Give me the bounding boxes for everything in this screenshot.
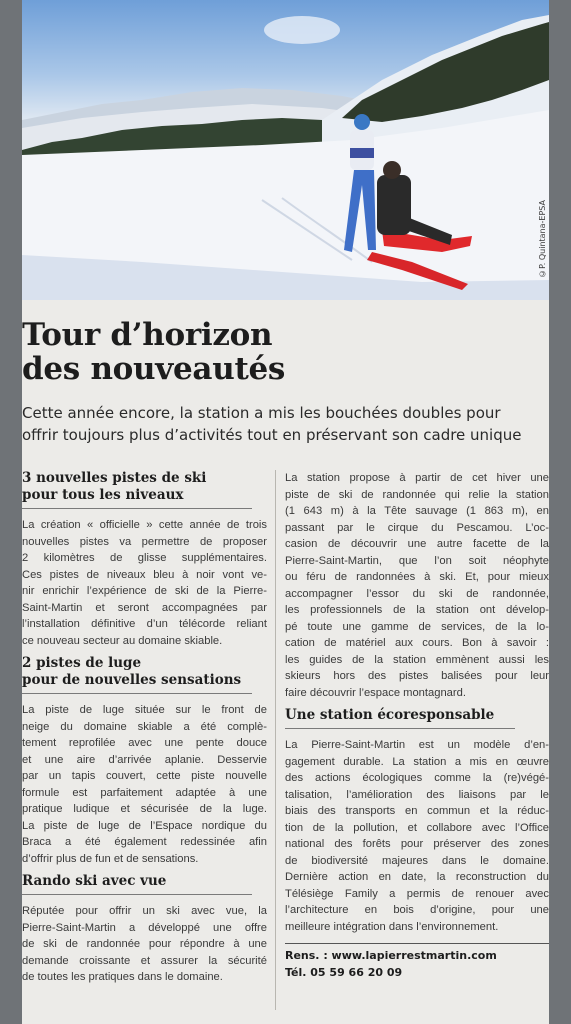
text-line: nouvelles pistes va permettre de proposer [22, 535, 267, 548]
text-line: par un tapis couvert, cette piste nouvelle [22, 770, 267, 782]
text-line: Télésiège Family a permis de renouer avec [285, 887, 549, 900]
rando-continued-paragraph [285, 470, 549, 701]
text-line: casion de découvrir une autre facette de la [285, 538, 549, 550]
text-line: formule est parfaitement adaptée à une [22, 786, 267, 799]
text-line: 2 kilomètres de glisse supplémentaires. [22, 552, 267, 564]
text-line: talisation, l’amélioration des liaisons par le [285, 788, 549, 801]
text-line: Pierre-Saint-Martin, que l’on soit néophyte [285, 554, 549, 567]
heading-line: pour de nouvelles sensations [22, 672, 242, 688]
section-rule [285, 728, 515, 729]
title-line: Tour d’horizon [22, 317, 273, 353]
text-line: de toutes les pratiques dans le domaine. [22, 971, 223, 983]
title-line: des nouveautés [22, 351, 286, 387]
text-line: La piste de luge située sur le front de [22, 704, 267, 716]
section-heading [22, 873, 267, 890]
text-line: et une aire d’arrivée aplanie. Desservie [22, 753, 267, 766]
text-line: biais des transports en commun et la réduc- [285, 805, 549, 817]
text-line: La Pierre-Saint-Martin est un modèle d’en- [285, 739, 549, 751]
text-line: tement reprofilée avec une pente douce [22, 737, 267, 749]
contact-website[interactable]: Rens. : www.lapierrestmartin.com [285, 949, 497, 962]
text-line: des actions écologiques comme la (re)végé- [285, 772, 549, 784]
section-rule [22, 693, 252, 694]
text-line: de biodiversité majeures dans le domaine. [285, 854, 549, 867]
text-line: tion de la pollution, et collabore avec l’Office [285, 821, 549, 834]
eco-paragraph [285, 737, 549, 935]
text-line: d’offrir plus de fun et de sensations. [22, 852, 199, 865]
text-line: skieurs hors des pistes balisées pour leur [285, 670, 549, 682]
photo-credit: ©P. Quintana-EPSA [538, 200, 547, 278]
section-rule [22, 508, 252, 509]
section-heading [22, 655, 267, 689]
ski-photo [22, 0, 549, 300]
section-paragraph [22, 517, 267, 649]
text-line: Dernière action en date, la reconstruction du [285, 871, 549, 883]
column-divider [275, 470, 276, 1010]
section-paragraph [22, 702, 267, 867]
section-heading [22, 470, 267, 504]
text-line: pratique ludique et sécurisée de la luge. [22, 803, 267, 815]
contact-block [285, 943, 549, 981]
article-title [22, 318, 549, 386]
heading-line: Rando ski avec vue [22, 873, 167, 889]
intro-line: Cette année encore, la station a mis les bouchées doubles pour [22, 404, 501, 422]
ski-scene-image [22, 0, 549, 300]
text-line: neige du domaine skiable a été complè- [22, 720, 267, 733]
text-line: Pierre-Saint-Martin a développé une offre [22, 921, 267, 934]
right-column [285, 470, 549, 981]
text-line: demande croissante et assurer la sécurité [22, 954, 267, 967]
text-line: (1 643 m) à la Tête sauvage (1 863 m), en [285, 505, 549, 517]
text-line: meilleure intégration dans l’environnement. [285, 920, 499, 933]
text-line: piste de ski de randonnée qui relie la station [285, 488, 549, 501]
text-line: les professionnels de la station ont dévelop- [285, 604, 549, 616]
article-intro [22, 402, 549, 446]
heading-line: Une station écoresponsable [285, 707, 495, 723]
text-line: nir enrichir l’expérience de ski de la Pierre- [22, 585, 267, 597]
text-line: ou féru de randonnées à ski. Et, pour mieux [285, 571, 549, 583]
text-line: cation de matériel aux cours. Bon à savoir : [285, 637, 549, 649]
text-line: pé toute une gamme de services, de la lo- [285, 620, 549, 633]
text-line: ce nouveau secteur au domaine skiable. [22, 634, 223, 647]
text-line: passant par le cirque du Pescamou. L’oc- [285, 521, 549, 534]
magazine-page [22, 0, 549, 1024]
section-paragraph [22, 903, 267, 986]
heading-line: 3 nouvelles pistes de ski [22, 470, 207, 486]
text-line: l’installation définitive d’un télécorde reliant [22, 618, 267, 630]
section-heading-eco [285, 707, 549, 724]
text-line: les guides de la station emmènent aussi les [285, 653, 549, 666]
text-line: Ces pistes de niveaux bleu à noir vont ve- [22, 568, 267, 581]
contact-phone: Tél. 05 59 66 20 09 [285, 966, 403, 979]
text-line: La piste de luge de l’Espace nordique du [22, 819, 267, 832]
text-line: national des forêts pour préserver des zones [285, 838, 549, 850]
text-line: Saint-Martin et seront accompagnées par [22, 601, 267, 614]
section-rule [22, 894, 252, 895]
text-line: l’architecture en bois d’origine, pour une [285, 904, 549, 916]
text-line: de ski de randonnée pour répondre à une [22, 938, 267, 950]
text-line: La station propose à partir de cet hiver une [285, 472, 549, 484]
text-line: gagement durable. La station a mis en œuvre [285, 755, 549, 768]
text-line: accompagner l’essor du ski de randonnée, [285, 587, 549, 600]
text-line: Réputée pour offrir un ski avec vue, la [22, 905, 267, 917]
text-line: Braca a été également redessinée afin [22, 836, 267, 848]
text-line: La création « officielle » cette année de trois [22, 519, 267, 531]
heading-line: pour tous les niveaux [22, 487, 184, 503]
intro-line: offrir toujours plus d’activités tout en préservant son cadre unique [22, 426, 522, 444]
heading-line: 2 pistes de luge [22, 655, 142, 671]
text-line: faire découvrir l’espace montagnard. [285, 686, 466, 699]
left-column [22, 470, 267, 992]
